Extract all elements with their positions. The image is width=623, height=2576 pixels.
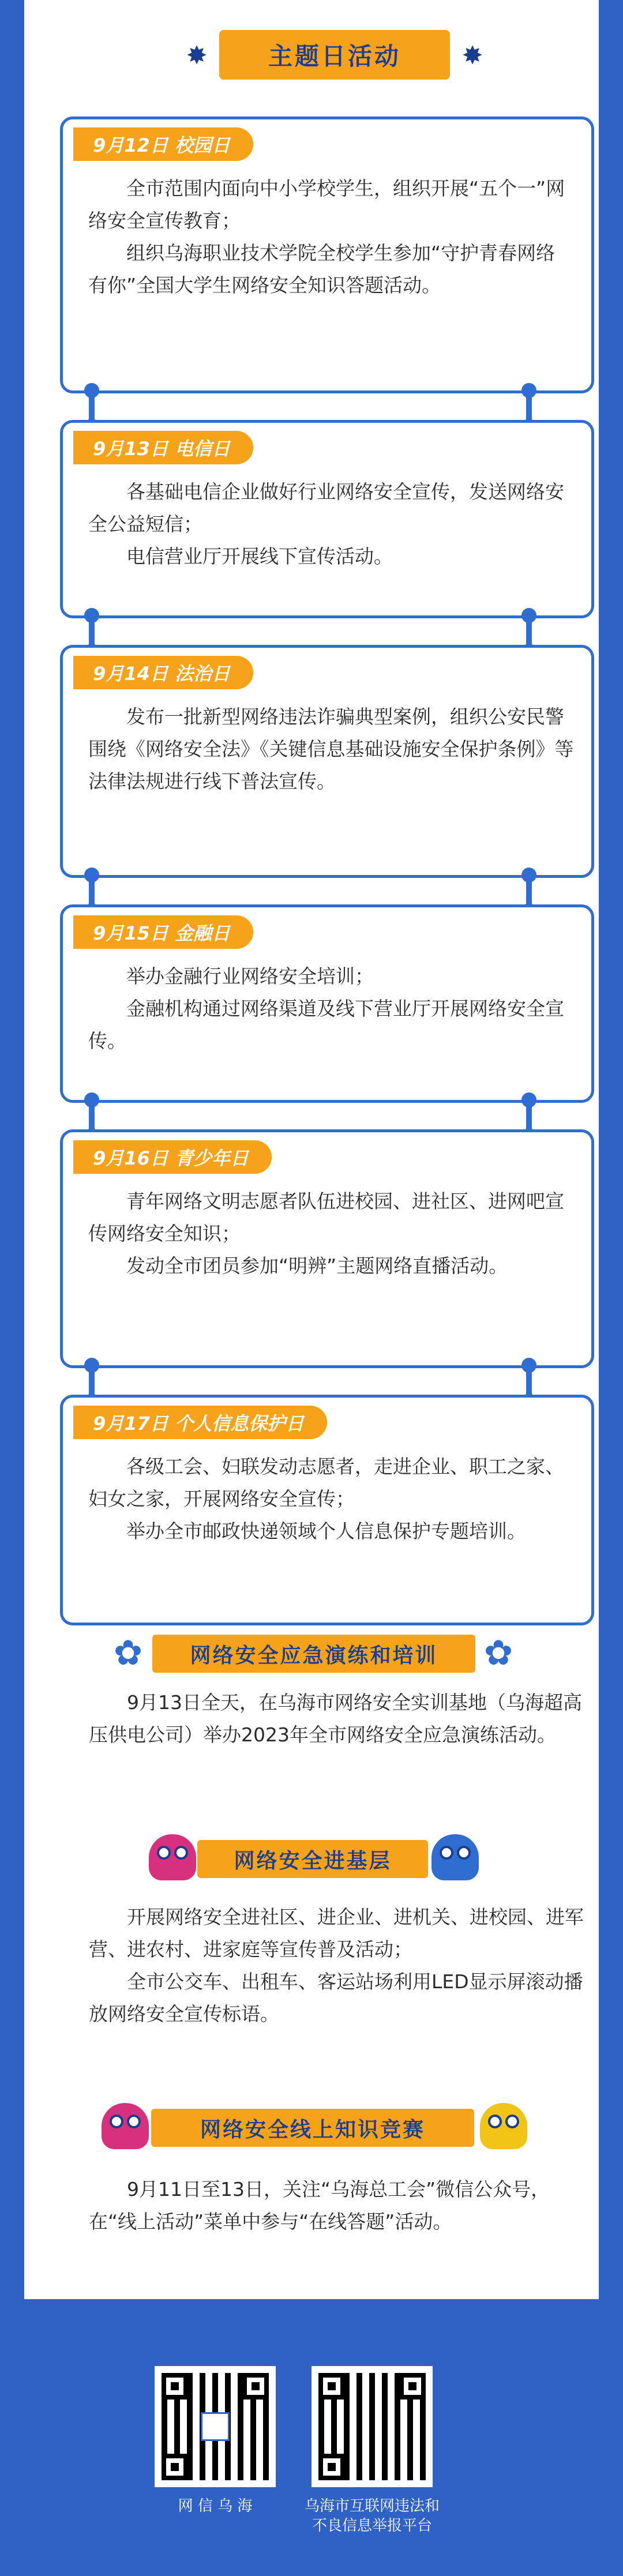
day-paragraph: 青年网络文明志愿者队伍进校园、进社区、进网吧宣传网络安全知识； (88, 1190, 564, 1245)
section-text-contest (89, 2173, 585, 2238)
section-banner-contest: 网络安全线上知识竞赛 (151, 2109, 474, 2147)
day-card-youth (60, 1129, 594, 1368)
section-paragraph: 全市公交车、出租车、客运站场利用LED显示屏滚动播放网络安全宣传标语。 (89, 1970, 583, 2025)
flower-icon: ✿ (483, 1633, 513, 1673)
day-paragraph: 电信营业厅开展线下宣传活动。 (126, 545, 393, 568)
day-paragraph: 金融机构通过网络渠道及线下营业厅开展网络安全宣传。 (88, 997, 564, 1052)
section-text-grassroots (89, 1901, 585, 2030)
day-body (88, 960, 574, 1057)
section-banner-grassroots: 网络安全进基层 (197, 1840, 428, 1878)
flower-icon: ✿ (113, 1633, 143, 1673)
day-label: 9月13日 电信日 (73, 431, 253, 464)
section-paragraph: 开展网络安全进社区、进企业、进机关、进校园、进军营、进农村、进家庭等宣传普及活动； (89, 1906, 584, 1961)
qr-code-wangxin (155, 2366, 276, 2487)
day-paragraph: 举办全市邮政快递领域个人信息保护专题培训。 (126, 1520, 526, 1542)
section-paragraph: 9月11日至13日，关注“乌海总工会”微信公众号，在“线上活动”菜单中参与“在线答题”活动。 (89, 2178, 550, 2233)
qr-caption-right-line2: 不良信息举报平台 (312, 2517, 432, 2534)
day-card-law (60, 645, 594, 878)
section-text-drill (89, 1687, 585, 1751)
day-paragraph: 全市范围内面向中小学校学生，组织开展“五个一”网络安全宣传教育； (88, 177, 565, 232)
qr-caption-right (294, 2496, 450, 2536)
mascot-icon (102, 2103, 149, 2149)
title-banner (186, 30, 483, 80)
day-paragraph: 发布一批新型网络违法诈骗典型案例，组织公安民警围绕《网络安全法》《关键信息基础设施安全保护条例》等法律法规进行线下普法宣传。 (88, 705, 574, 793)
page-title: 主题日活动 (268, 42, 401, 70)
day-body (88, 172, 574, 302)
star-icon: ✸ (186, 41, 208, 70)
mascot-icon (480, 2103, 527, 2149)
day-label: 9月15日 金融日 (73, 915, 253, 949)
day-paragraph: 发动全市团员参加“明辨”主题网络直播活动。 (126, 1255, 508, 1277)
day-label: 9月17日 个人信息保护日 (73, 1406, 327, 1439)
day-paragraph: 组织乌海职业技术学院全校学生参加“守护青春网络有你”全国大学生网络安全知识答题活动。 (88, 242, 556, 296)
day-body (88, 476, 574, 573)
day-paragraph: 各基础电信企业做好行业网络安全宣传，发送网络安全公益短信； (88, 480, 564, 535)
qr-code-report-platform (312, 2366, 433, 2487)
day-card-campus (60, 117, 594, 393)
day-card-finance (60, 904, 594, 1103)
day-body (88, 701, 574, 798)
mascot-icon (431, 1834, 479, 1880)
section-paragraph: 9月13日全天，在乌海市网络安全实训基地（乌海超高压供电公司）举办2023年全市网络安全应急演练活动。 (89, 1691, 582, 1746)
day-paragraph: 举办金融行业网络安全培训； (126, 965, 374, 987)
day-card-privacy (60, 1395, 594, 1625)
day-label: 9月14日 法治日 (73, 656, 253, 689)
day-body (88, 1185, 574, 1282)
day-paragraph: 各级工会、妇联发动志愿者，走进企业、职工之家、妇女之家，开展网络安全宣传； (88, 1455, 564, 1510)
qr-caption-right-line1: 乌海市互联网违法和 (304, 2498, 440, 2515)
mascot-icon (149, 1834, 196, 1880)
qr-caption-left: 网 信 乌 海 (178, 2498, 253, 2515)
day-card-telecom (60, 420, 594, 618)
section-banner-drill: 网络安全应急演练和培训 (152, 1635, 475, 1673)
logo-icon (201, 2412, 230, 2441)
day-label: 9月16日 青少年日 (73, 1140, 272, 1174)
day-body (88, 1451, 574, 1548)
poster-page (24, 0, 599, 2299)
day-label: 9月12日 校园日 (73, 127, 253, 161)
star-icon: ✸ (461, 41, 483, 70)
